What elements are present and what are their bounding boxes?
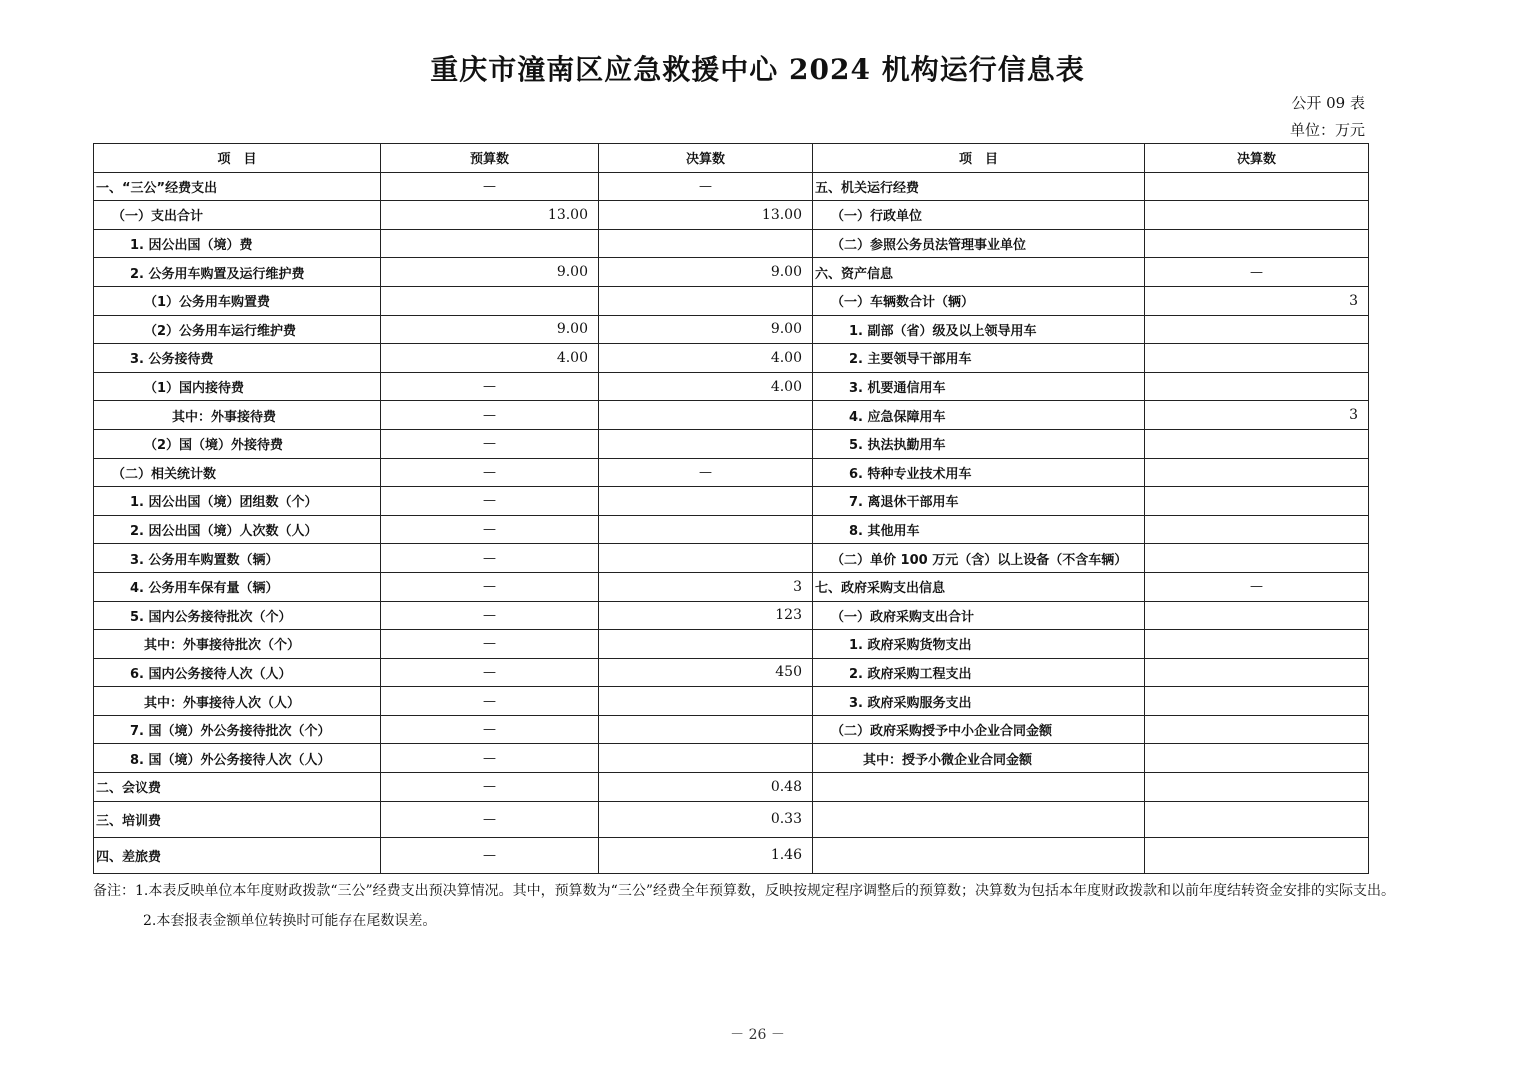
header-item-right: 项 目 [813,144,1145,173]
table-row [94,744,1369,773]
final-cell [599,487,813,516]
table-row [94,344,1369,373]
table-row [94,286,1369,315]
budget-cell: — [381,515,599,544]
right-final-cell [1145,372,1369,401]
left-item-cell: 5. 国内公务接待批次（个） [94,601,381,630]
left-item-cell: 二、会议费 [94,773,381,802]
left-item-cell: 1. 因公出国（境）费 [94,229,381,258]
note-1: 备注：1.本表反映单位本年度财政拨款“三公”经费支出预决算情况。其中，预算数为“三公”经费全年预算数，反映按规定程序调整后的预算数；决算数为包括本年度财政拨款和以前年度结转资金安排的实际支出。 [93,883,1395,899]
page-title: 重庆市潼南区应急救援中心 2024 机构运行信息表 [430,53,1085,86]
right-item-cell: 3. 政府采购服务支出 [813,687,1145,716]
left-item-cell: （1）国内接待费 [94,372,381,401]
left-item-cell: 1. 因公出国（境）团组数（个） [94,487,381,516]
final-cell [599,544,813,573]
final-cell [599,715,813,744]
right-item-cell: 4. 应急保障用车 [813,401,1145,430]
budget-cell: — [381,372,599,401]
final-cell: 4.00 [599,372,813,401]
right-final-cell [1145,458,1369,487]
left-item-cell: 2. 因公出国（境）人次数（人） [94,515,381,544]
table-row [94,258,1369,287]
budget-cell: — [381,172,599,201]
left-item-cell: 三、培训费 [94,801,381,837]
right-item-cell: 8. 其他用车 [813,515,1145,544]
final-cell: 9.00 [599,315,813,344]
right-item-cell: （二）单价 100 万元（含）以上设备（不含车辆） [813,544,1145,573]
unit-label: 单位：万元 [1289,121,1365,139]
budget-cell: — [381,630,599,659]
left-item-cell: （一）支出合计 [94,201,381,230]
table-row [94,801,1369,837]
header-budget: 预算数 [381,144,599,173]
table-row [94,715,1369,744]
table-row [94,630,1369,659]
right-final-cell [1145,801,1369,837]
right-final-cell [1145,429,1369,458]
right-item-cell: （一）政府采购支出合计 [813,601,1145,630]
table-row [94,487,1369,516]
budget-cell: — [381,801,599,837]
final-cell [599,515,813,544]
left-item-cell: 四、差旅费 [94,837,381,873]
table-row [94,601,1369,630]
right-final-cell [1145,544,1369,573]
table-row [94,201,1369,230]
right-item-cell: 六、资产信息 [813,258,1145,287]
table-row [94,544,1369,573]
right-item-cell: 2. 主要领导干部用车 [813,344,1145,373]
budget-cell: 9.00 [381,315,599,344]
right-final-cell [1145,744,1369,773]
left-item-cell: （2）国（境）外接待费 [94,429,381,458]
budget-cell: — [381,487,599,516]
right-item-cell: 五、机关运行经费 [813,172,1145,201]
notes [93,876,1473,936]
table-row [94,572,1369,601]
form-number: 公开 09 表 [1291,94,1365,112]
right-item-cell: 7. 离退休干部用车 [813,487,1145,516]
final-cell: 123 [599,601,813,630]
final-cell: 3 [599,572,813,601]
final-cell: 0.48 [599,773,813,802]
right-final-cell [1145,773,1369,802]
left-item-cell: （1）公务用车购置费 [94,286,381,315]
budget-cell [381,229,599,258]
right-final-cell [1145,201,1369,230]
page-number: － 26 － [730,1027,785,1043]
left-item-cell: 3. 公务用车购置数（辆） [94,544,381,573]
header-final-left: 决算数 [599,144,813,173]
right-item-cell: 1. 政府采购货物支出 [813,630,1145,659]
right-item-cell: 3. 机要通信用车 [813,372,1145,401]
right-item-cell [813,837,1145,873]
right-final-cell [1145,837,1369,873]
final-cell: 13.00 [599,201,813,230]
table-row [94,229,1369,258]
left-item-cell: 7. 国（境）外公务接待批次（个） [94,715,381,744]
right-item-cell: （一）行政单位 [813,201,1145,230]
right-item-cell: （一）车辆数合计（辆） [813,286,1145,315]
right-item-cell: 5. 执法执勤用车 [813,429,1145,458]
right-final-cell: — [1145,258,1369,287]
right-item-cell [813,773,1145,802]
left-item-cell: 其中：外事接待人次（人） [94,687,381,716]
table-row [94,429,1369,458]
budget-cell: 4.00 [381,344,599,373]
right-final-cell: — [1145,572,1369,601]
right-final-cell [1145,344,1369,373]
budget-cell: — [381,544,599,573]
final-cell [599,286,813,315]
table-row [94,458,1369,487]
final-cell [599,744,813,773]
right-final-cell [1145,715,1369,744]
left-item-cell: 其中：外事接待费 [94,401,381,430]
final-cell: — [599,458,813,487]
note-2: 2.本套报表金额单位转换时可能存在尾数误差。 [143,913,437,929]
right-item-cell: 2. 政府采购工程支出 [813,658,1145,687]
right-item-cell: 6. 特种专业技术用车 [813,458,1145,487]
right-final-cell [1145,172,1369,201]
right-item-cell: （二）政府采购授予中小企业合同金额 [813,715,1145,744]
table-row [94,837,1369,873]
final-cell: — [599,172,813,201]
right-item-cell: 其中：授予小微企业合同金额 [813,744,1145,773]
budget-cell: — [381,837,599,873]
budget-cell: — [381,658,599,687]
budget-cell: 13.00 [381,201,599,230]
left-item-cell: （二）相关统计数 [94,458,381,487]
budget-cell: — [381,773,599,802]
right-item-cell: 七、政府采购支出信息 [813,572,1145,601]
final-cell [599,630,813,659]
final-cell: 1.46 [599,837,813,873]
budget-cell: — [381,458,599,487]
final-cell [599,229,813,258]
table-row [94,658,1369,687]
budget-cell: — [381,687,599,716]
final-cell [599,687,813,716]
right-item-cell: 1. 副部（省）级及以上领导用车 [813,315,1145,344]
final-cell: 4.00 [599,344,813,373]
left-item-cell: 6. 国内公务接待人次（人） [94,658,381,687]
left-item-cell: 其中：外事接待批次（个） [94,630,381,659]
info-table [93,143,1369,874]
left-item-cell: 4. 公务用车保有量（辆） [94,572,381,601]
header-item-left: 项 目 [94,144,381,173]
budget-cell: — [381,715,599,744]
table-row [94,172,1369,201]
budget-cell: 9.00 [381,258,599,287]
right-final-cell: 3 [1145,401,1369,430]
right-item-cell: （二）参照公务员法管理事业单位 [813,229,1145,258]
table-row [94,515,1369,544]
final-cell: 0.33 [599,801,813,837]
final-cell [599,429,813,458]
left-item-cell: （2）公务用车运行维护费 [94,315,381,344]
header-final-right: 决算数 [1145,144,1369,173]
right-final-cell [1145,315,1369,344]
table-body [94,172,1369,873]
budget-cell: — [381,601,599,630]
table-row [94,687,1369,716]
final-cell: 450 [599,658,813,687]
right-final-cell [1145,487,1369,516]
budget-cell [381,286,599,315]
budget-cell: — [381,572,599,601]
left-item-cell: 8. 国（境）外公务接待人次（人） [94,744,381,773]
right-final-cell [1145,515,1369,544]
budget-cell: — [381,744,599,773]
right-final-cell [1145,630,1369,659]
table-row [94,315,1369,344]
final-cell: 9.00 [599,258,813,287]
right-final-cell [1145,658,1369,687]
left-item-cell: 一、“三公”经费支出 [94,172,381,201]
right-final-cell [1145,687,1369,716]
table-row [94,372,1369,401]
budget-cell: — [381,401,599,430]
table-row [94,401,1369,430]
left-item-cell: 2. 公务用车购置及运行维护费 [94,258,381,287]
right-final-cell [1145,601,1369,630]
right-final-cell: 3 [1145,286,1369,315]
right-final-cell [1145,229,1369,258]
right-item-cell [813,801,1145,837]
budget-cell: — [381,429,599,458]
left-item-cell: 3. 公务接待费 [94,344,381,373]
final-cell [599,401,813,430]
table-row [94,773,1369,802]
table-header-row [94,144,1369,173]
